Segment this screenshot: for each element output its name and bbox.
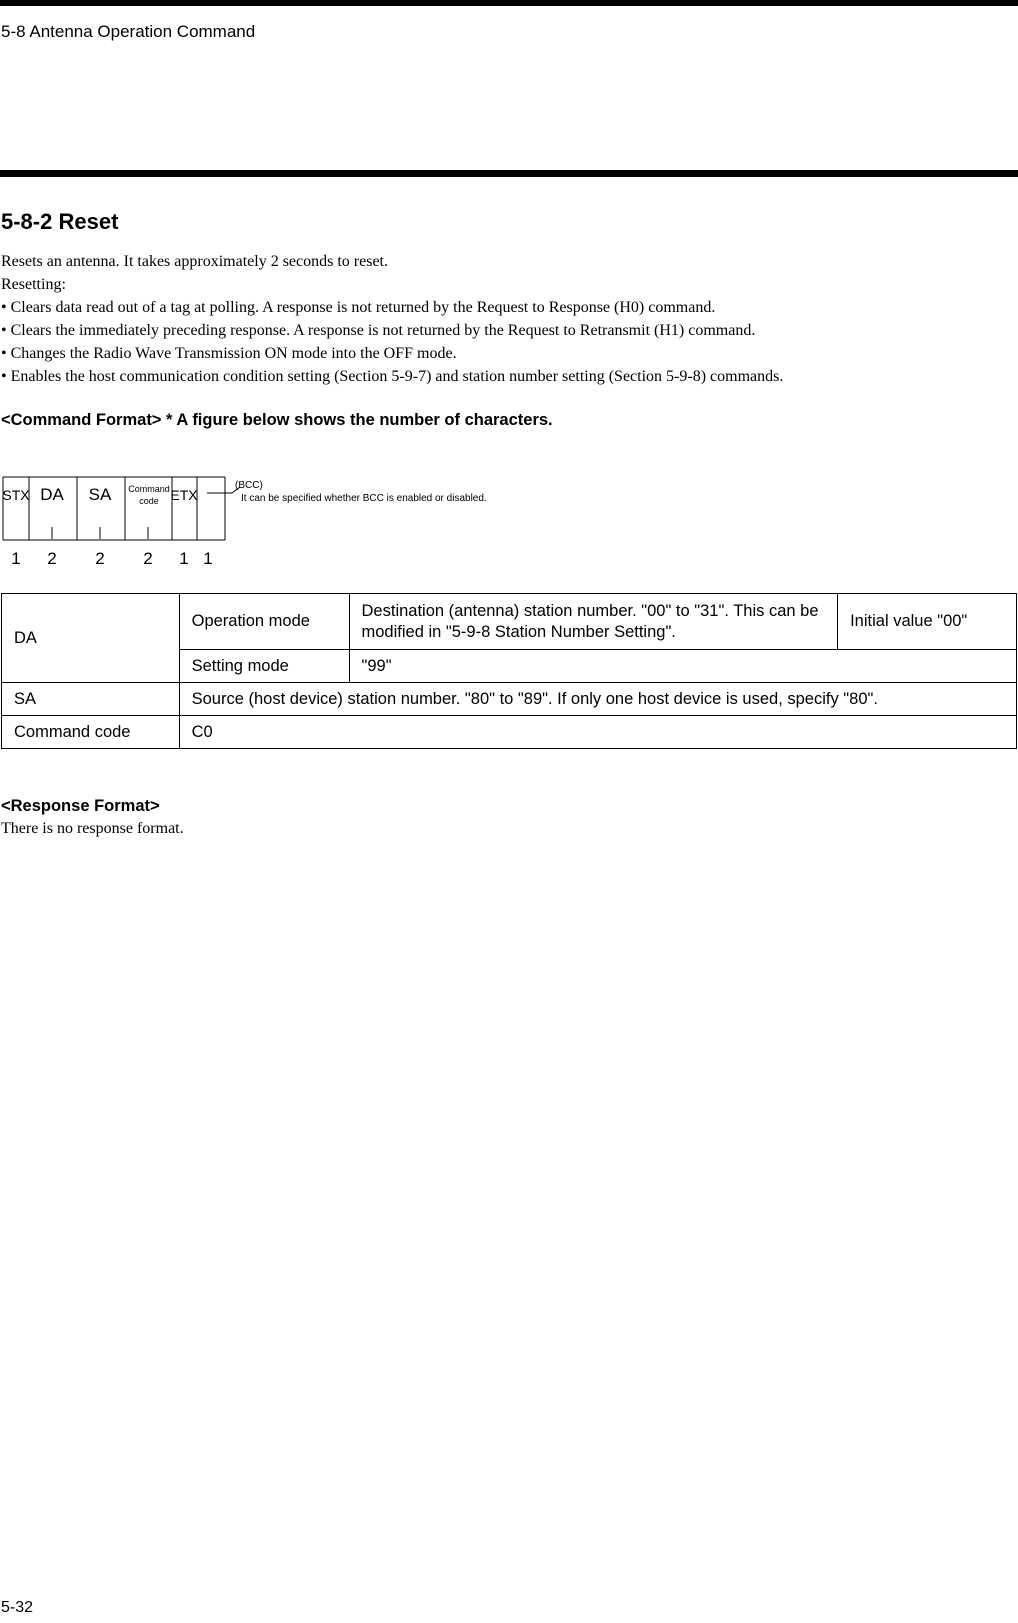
section-rule (0, 170, 1018, 177)
table-cell: C0 (179, 716, 1016, 749)
response-format-text: There is no response format. (1, 820, 184, 837)
response-format-heading: <Response Format> (1, 797, 160, 815)
section-body (1, 250, 1011, 388)
table-cell: SA (2, 683, 180, 716)
field-count: 1 (179, 549, 189, 568)
paragraph: Resets an antenna. It takes approximately 2 seconds to reset. (1, 253, 388, 270)
field-count: 1 (203, 549, 213, 568)
command-format-diagram (0, 470, 520, 570)
table-cell: "99" (349, 650, 1016, 683)
field-label-command: Command (128, 484, 170, 494)
running-head: 5-8 Antenna Operation Command (1, 22, 256, 41)
bullet-item: • Clears the immediately preceding response. A response is not returned by the Request to Retransmit (H1) command. (1, 322, 756, 339)
page-number: 5-32 (1, 1599, 34, 1616)
command-format-heading: <Command Format> * A figure below shows the number of characters. (1, 411, 553, 429)
field-label-code: code (139, 496, 159, 506)
table-row (2, 594, 1017, 650)
table-row (2, 716, 1017, 749)
top-rule (0, 0, 1018, 6)
table-cell: Command code (2, 716, 180, 749)
table-cell: Initial value "00" (838, 594, 1017, 650)
table-cell: Destination (antenna) station number. "00" to "31". This can be modified in "5-9-8 Station Number Setting". (349, 594, 838, 650)
field-spec-table (1, 593, 1017, 749)
field-count: 2 (47, 549, 57, 568)
field-count: 2 (143, 549, 153, 568)
bcc-note: It can be specified whether BCC is enabled or disabled. (241, 493, 487, 504)
bcc-label: (BCC) (235, 480, 263, 491)
section-title: 5-8-2 Reset (1, 209, 119, 234)
table-cell: Operation mode (179, 594, 349, 650)
field-label-stx: STX (2, 487, 30, 503)
table-cell: Source (host device) station number. "80" to "89". If only one host device is used, specify "80". (179, 683, 1016, 716)
field-label-etx: ETX (170, 487, 198, 503)
paragraph: Resetting: (1, 276, 66, 293)
table-cell: DA (2, 594, 180, 683)
bullet-item: • Enables the host communication condition setting (Section 5-9-7) and station number setting (Section 5-9-8) commands. (1, 368, 784, 385)
field-label-sa: SA (88, 485, 112, 504)
bullet-item: • Clears data read out of a tag at polling. A response is not returned by the Request to Response (H0) command. (1, 299, 716, 316)
field-label-da: DA (40, 485, 64, 504)
bullet-item: • Changes the Radio Wave Transmission ON mode into the OFF mode. (1, 345, 457, 362)
field-count: 2 (95, 549, 105, 568)
table-row (2, 683, 1017, 716)
table-cell: Setting mode (179, 650, 349, 683)
field-count: 1 (11, 549, 21, 568)
